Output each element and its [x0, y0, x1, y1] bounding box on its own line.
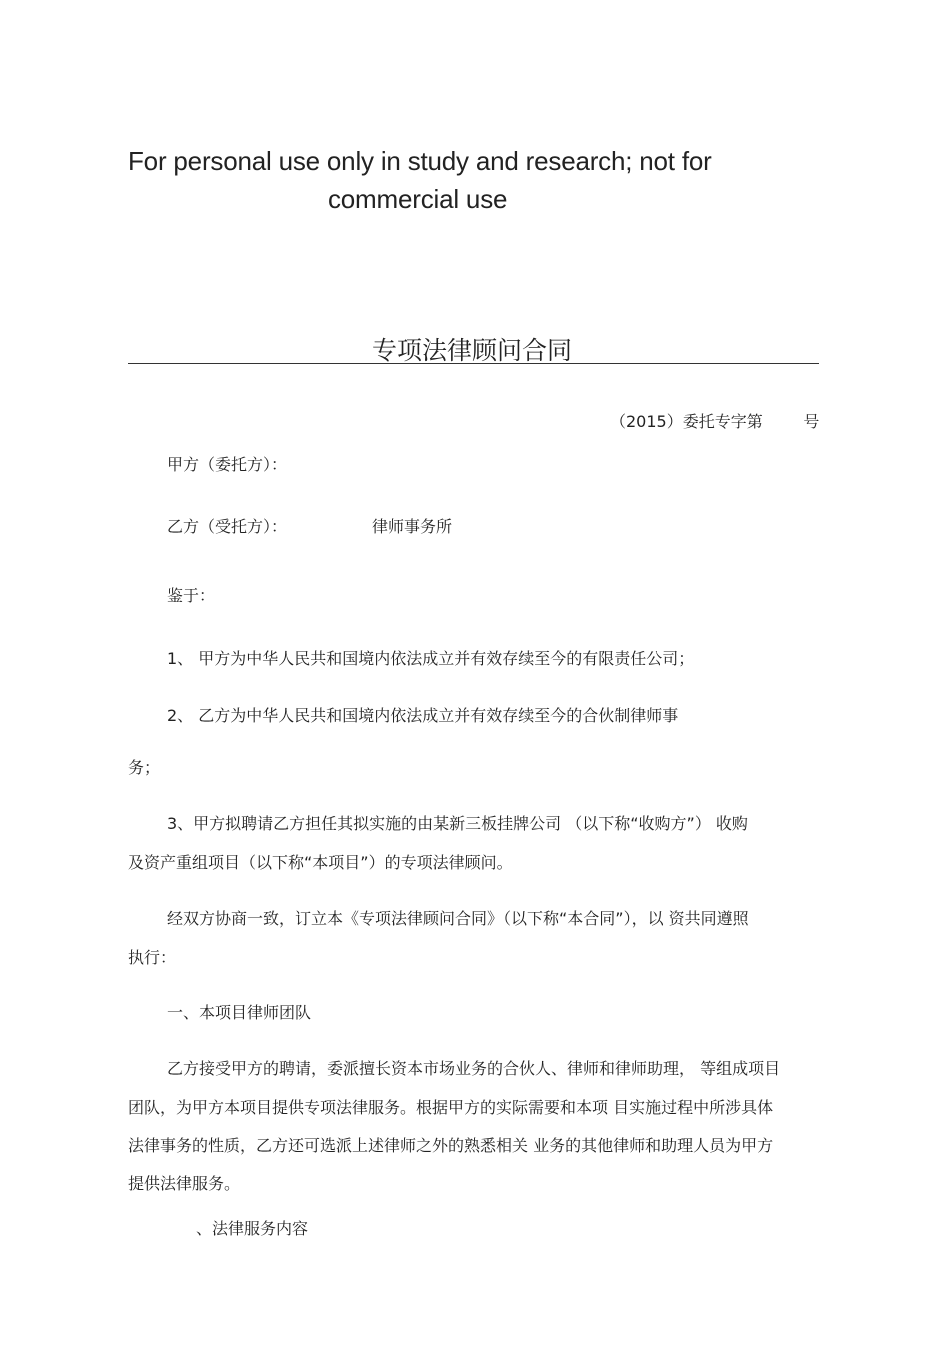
section-1-line-3: 法律事务的性质，乙方还可选派上述律师之外的熟悉相关 业务的其他律师和助理人员为甲方 — [128, 1136, 774, 1155]
section-2-heading: 、法律服务内容 — [196, 1219, 309, 1238]
agreement-line-2: 执行： — [128, 948, 177, 967]
contract-number: （2015）委托专字第 号 — [610, 412, 820, 431]
title-underline — [128, 363, 819, 364]
party-a-label: 甲方（委托方）： — [167, 455, 288, 474]
section-1-line-4: 提供法律服务。 — [128, 1174, 241, 1193]
disclaimer-line-1: For personal use only in study and research; not for — [128, 146, 712, 176]
whereas-item-1: 1、 甲方为中华人民共和国境内依法成立并有效存续至今的有限责任公司； — [167, 649, 695, 668]
contract-title: 专项法律顾问合同 — [372, 336, 573, 365]
party-b-label: 乙方（受托方）： — [167, 517, 288, 536]
whereas-item-3-line-1: 3、甲方拟聘请乙方担任其拟实施的由某新三板挂牌公司 （以下称“收购方”） 收购 — [167, 814, 748, 833]
section-1-line-1: 乙方接受甲方的聘请，委派擅长资本市场业务的合伙人、律师和律师助理， 等组成项目 — [167, 1059, 781, 1078]
party-b-name: 律师事务所 — [372, 517, 453, 536]
agreement-line-1: 经双方协商一致，订立本《专项法律顾问合同》（以下称“本合同”），以 资共同遵照 — [167, 909, 749, 928]
whereas-item-2-line-1: 2、 乙方为中华人民共和国境内依法成立并有效存续至今的合伙制律师事 — [167, 706, 679, 725]
section-1-heading: 一、本项目律师团队 — [167, 1003, 312, 1022]
whereas-heading: 鉴于： — [167, 586, 216, 605]
disclaimer-line-2: commercial use — [328, 184, 508, 214]
section-1-line-2: 团队，为甲方本项目提供专项法律服务。根据甲方的实际需要和本项 目实施过程中所涉具体 — [128, 1098, 774, 1117]
whereas-item-3-line-2: 及资产重组项目（以下称“本项目”）的专项法律顾问。 — [128, 853, 513, 872]
whereas-item-2-line-2: 务； — [128, 758, 161, 777]
